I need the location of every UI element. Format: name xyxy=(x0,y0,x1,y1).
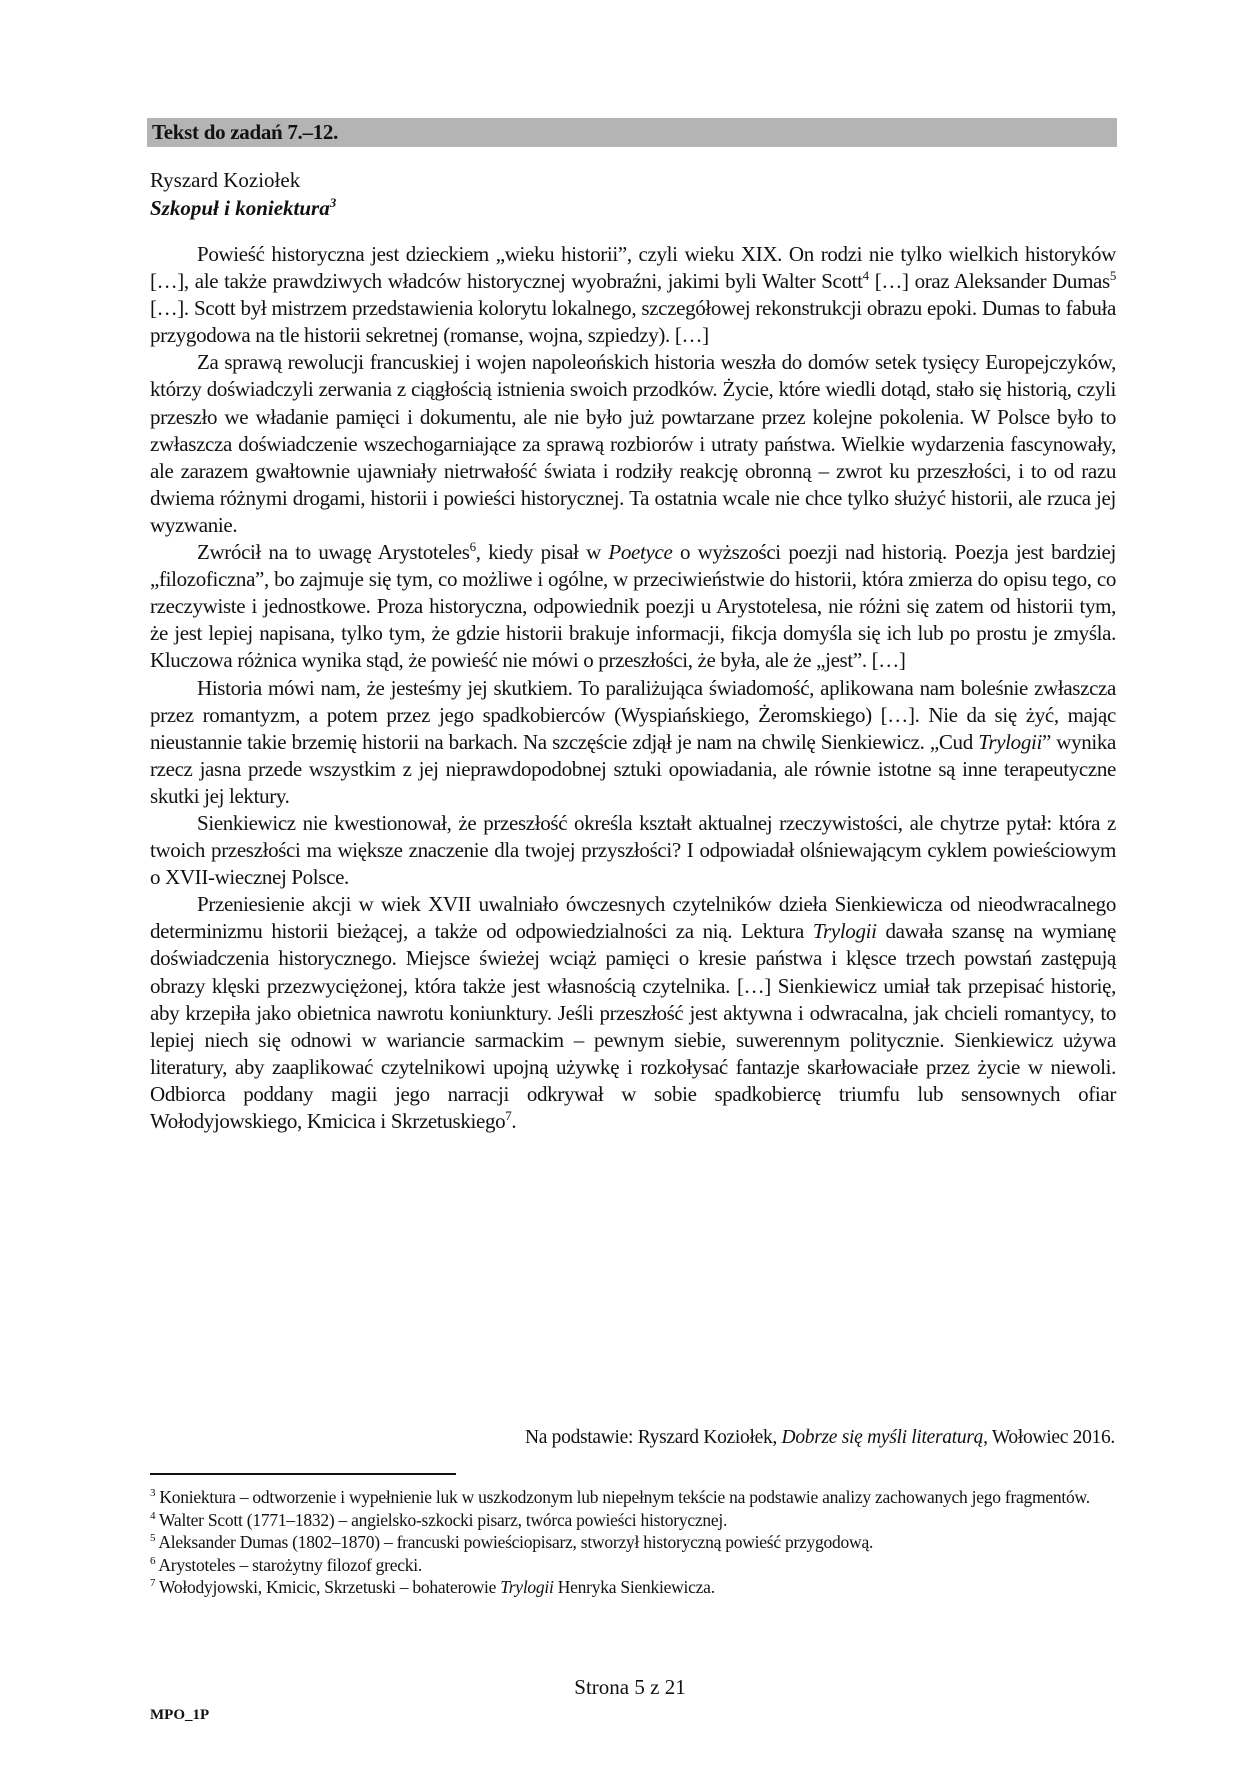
italic-title: Trylogii xyxy=(500,1577,554,1597)
paragraph xyxy=(150,891,1116,1135)
footnote-number: 5 xyxy=(150,1532,156,1545)
text: ” wynika rzecz jasna przede wszystkim z jej nieprawdopodobnej sztuki opowiadania, ale równie istotne są inne terapeutyczne skutki jej lektury. xyxy=(150,729,1116,808)
paragraph xyxy=(150,675,1116,810)
text: Na podstawie: Ryszard Koziołek, xyxy=(524,1427,782,1448)
text: Henryka Sienkiewicza. xyxy=(553,1577,715,1597)
footnote xyxy=(150,1576,1116,1599)
article-title-text: Szkopuł i koniektura xyxy=(150,196,330,220)
footnote-ref: 7 xyxy=(505,1108,512,1123)
footnote-ref: 6 xyxy=(469,539,476,555)
paragraph: Za sprawą rewolucji francuskiej i wojen napoleońskich historia weszła do domów setek tysięcy Europejczyków, którzy doświadczyli zerwania z ciągłością istnienia swoich przodków. Życie, które wiedli dotąd, stało się historią, czyli przeszło we władanie pamięci i dokumentu, ale nie było już powtarzane przez kolejne pokolenia. W Polsce było to zwłaszcza doświadczenie wszechogarniające za sprawą rozbiorów i utraty państwa. Wielkie wydarzenia fascynowały, ale zarazem gwałtownie ujawniały nietrwałość świata i rodziły reakcję obronną – zwrot ku przeszłości, i to od razu dwiema różnymi drogami, historii i powieści historycznej. Ta ostatnia wcale nie chce tylko służyć historii, ale rzuca jej wyzwanie. xyxy=(150,350,1116,537)
footnote-ref: 3 xyxy=(329,195,337,210)
footnote-ref: 5 xyxy=(1109,268,1117,284)
book-title: Dobrze się myśli literaturą xyxy=(781,1427,984,1448)
text: Aleksander Dumas (1802–1870) – francuski powieściopisarz, stworzył historyczną powieść przygodową. xyxy=(155,1532,874,1552)
text: o wyższości poezji nad historią. Poezja jest bardziej „filozoficzna”, bo zajmuje się tym, co możliwe i ogólne, w przeciwieństwie do historii, która zmierza do opisu tego, co rzeczywiste i jednostkowe. Proza historyczna, odpowiednik poezji u Arystotelesa, nie różni się zatem od historii tym, że jest lepiej napisana, tylko tym, że gdzie historii brakuje informacji, fikcja domyśla się ich lub po prostu je zmyśla. Kluczowa różnica wynika stąd, że powieść nie mówi o przeszłości, że była, ale że „jest”. […] xyxy=(150,540,1116,673)
footnotes xyxy=(150,1486,1116,1599)
article-author: Ryszard Koziołek xyxy=(150,168,301,192)
text: , kiedy pisał w xyxy=(475,540,609,565)
text: Powieść historyczna jest dzieckiem „wieku historii”, czyli wieku XIX. On rodzi nie tylko wielkich historyków […], ale także prawdziwych władców historycznej wyobraźni, jakimi byli Walter Scott xyxy=(150,242,1116,294)
source-citation xyxy=(525,1425,1115,1451)
text: Przeniesienie akcji w wiek XVII uwalniało ówczesnych czytelników dzieła Sienkiewicza od nieodwracalnego determinizmu historii bieżącej, a także od odpowiedzialności za nią. Lektura xyxy=(150,892,1116,944)
footnote-divider xyxy=(150,1473,456,1475)
footnote-number: 4 xyxy=(150,1509,156,1522)
italic-title: Trylogii xyxy=(978,729,1042,754)
text: Historia mówi nam, że jesteśmy jej skutkiem. To paraliżująca świadomość, aplikowana nam boleśnie zwłaszcza przez romantyzm, a potem przez jego spadkobierców (Wyspiańskiego, Żeromskiego) […]. Nie da się żyć, mając nieustannie takie brzemię historii na barkach. Na szczęście zdjął je nam na chwilę Sienkiewicz. „Cud xyxy=(150,675,1116,754)
footnote xyxy=(150,1554,1116,1577)
page-number: Strona 5 z 21 xyxy=(574,1675,686,1699)
text: . xyxy=(511,1109,517,1133)
footnote xyxy=(150,1509,1116,1532)
footnote-number: 6 xyxy=(150,1554,156,1567)
italic-title: Poetyce xyxy=(608,540,673,565)
paragraph xyxy=(150,539,1116,674)
paragraph: Sienkiewicz nie kwestionował, że przeszłość określa kształt aktualnej rzeczywistości, ale chytrze pytał: która z twoich przeszłości ma większe znaczenie dla twojej przyszłości? I odpowiadał olśniewającym cyklem powieściowym o XVII-wiecznej Polsce. xyxy=(150,810,1116,890)
footnote-number: 3 xyxy=(150,1487,156,1500)
exam-code: MPO_1P xyxy=(150,1707,210,1723)
text: Arystoteles – starożytny filozof grecki. xyxy=(155,1554,423,1575)
text: Zwrócił na to uwagę Arystoteles xyxy=(197,540,470,565)
paragraph xyxy=(150,241,1116,349)
footnote xyxy=(150,1486,1116,1509)
text: Wołodyjowski, Kmicic, Skrzetuski – bohaterowie xyxy=(155,1577,501,1597)
article-title xyxy=(150,195,336,222)
task-header-label: Tekst do zadań 7.–12. xyxy=(152,120,339,144)
text: […] oraz Aleksander Dumas xyxy=(868,269,1110,294)
text: Koniektura – odtworzenie i wypełnienie luk w uszkodzonym lub niepełnym tekście na podstawie analizy zachowanych jego fragmentów. xyxy=(155,1487,1090,1507)
text: dawała szansę na wymianę doświadczenia historycznego. Miejsce świeżej wciąż pamięci o kresie państwa i klęsce trzech powstań zastępują obrazy klęski przezwyciężonej, która także jest własnością czytelnika. […] Sienkiewicz umiał tak przepisać historię, aby krzepiła jako obietnica nawrotu koniunktury. Jeśli przeszłość jest aktywna i odwracalna, jak chcieli romantycy, to lepiej niech się odnowi w wariancie sarmackim – pewnym siebie, suwerennym politycznie. Sienkiewicz używa literatury, aby zaaplikować czytelnikowi upojną używkę i rozkołysać fantazje skarłowaciałe przez życie w niewoli. Odbiorca poddany magii jego narracji odkrywał w sobie spadkobiercę triumfu lub sensownych ofiar Wołodyjowskiego, Kmicica i Skrzetuskiego xyxy=(150,919,1116,1133)
footnote xyxy=(150,1531,1116,1554)
text: Walter Scott (1771–1832) – angielsko-szkocki pisarz, twórca powieści historycznej. xyxy=(155,1509,728,1530)
footnote-number: 7 xyxy=(150,1577,156,1590)
article-body xyxy=(150,241,1116,1135)
italic-title: Trylogii xyxy=(812,919,877,944)
text: , Wołowiec 2016. xyxy=(983,1427,1115,1448)
footnote-ref: 4 xyxy=(862,268,869,284)
text: […]. Scott był mistrzem przedstawienia kolorytu lokalnego, szczegółowej rekonstrukcji obrazu epoki. Dumas to fabuła przygodowa na tle historii sekretnej (romanse, wojna, szpiedzy). […] xyxy=(150,296,1116,348)
task-header-bar xyxy=(147,118,1117,147)
